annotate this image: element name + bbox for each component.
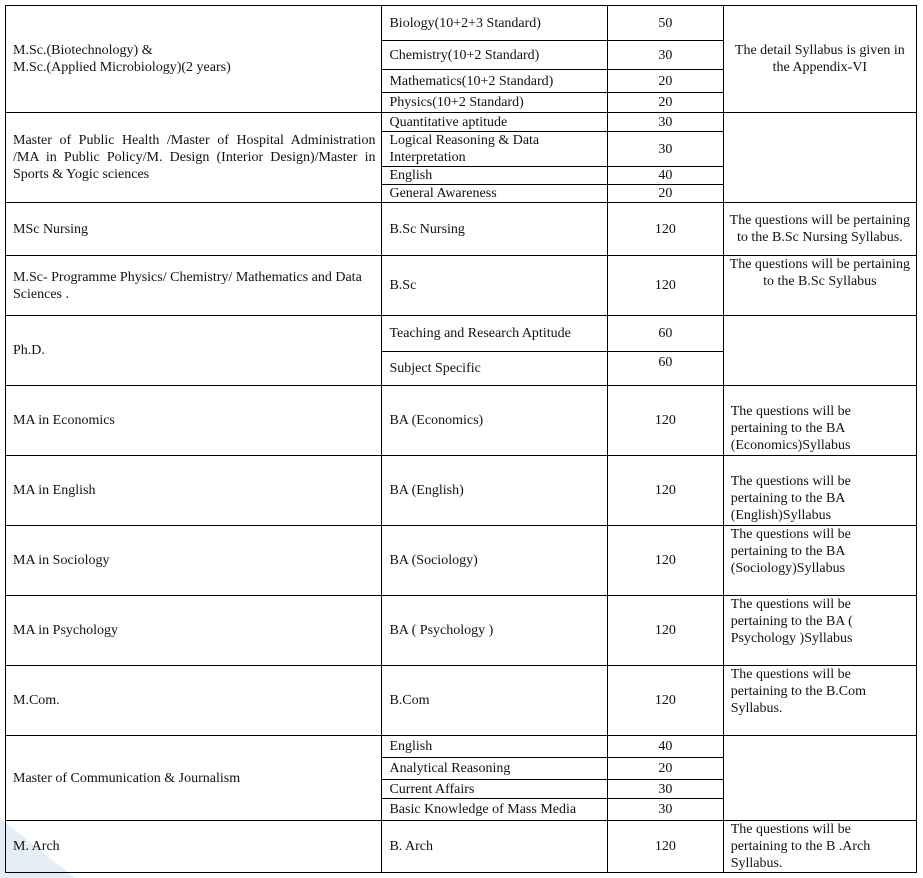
remarks-cell — [723, 736, 916, 821]
table-row — [6, 596, 917, 666]
marks-cell: 120 — [607, 386, 723, 456]
subject-cell: Physics(10+2 Standard) — [382, 93, 607, 113]
marks-cell: 60 — [607, 316, 723, 352]
table-row — [6, 316, 917, 352]
marks-cell: 120 — [607, 456, 723, 526]
subject-cell: Current Affairs — [382, 780, 607, 799]
programme-cell: MA in Psychology — [6, 596, 382, 666]
remarks-cell: The questions will be pertaining to the BA (Sociology)Syllabus — [723, 526, 916, 596]
subject-cell: Quantitative aptitude — [382, 113, 607, 132]
syllabus-table — [5, 5, 917, 873]
marks-cell: 20 — [607, 93, 723, 113]
marks-cell: 30 — [607, 113, 723, 132]
marks-cell: 30 — [607, 780, 723, 799]
remarks-cell: The questions will be pertaining to the B .Arch Syllabus. — [723, 821, 916, 873]
table-row — [6, 6, 917, 41]
table-row — [6, 256, 917, 316]
marks-cell: 120 — [607, 526, 723, 596]
subject-cell: Subject Specific — [382, 352, 607, 386]
table-row — [6, 821, 917, 873]
marks-cell: 30 — [607, 132, 723, 167]
marks-cell: 30 — [607, 799, 723, 821]
programme-cell: M.Sc.(Biotechnology) & M.Sc.(Applied Microbiology)(2 years) — [6, 6, 382, 113]
marks-cell: 120 — [607, 666, 723, 736]
table-row — [6, 526, 917, 596]
subject-cell: BA (English) — [382, 456, 607, 526]
programme-cell: Master of Communication & Journalism — [6, 736, 382, 821]
subject-cell: General Awareness — [382, 185, 607, 203]
programme-cell: M. Arch — [6, 821, 382, 873]
table-row — [6, 113, 917, 132]
marks-cell: 20 — [607, 70, 723, 93]
remarks-cell: The questions will be pertaining to the BA (Economics)Syllabus — [723, 386, 916, 456]
programme-cell: M.Sc- Programme Physics/ Chemistry/ Mathematics and Data Sciences . — [6, 256, 382, 316]
marks-cell: 30 — [607, 41, 723, 70]
subject-cell: Logical Reasoning & Data Interpretation — [382, 132, 607, 167]
subject-cell: B.Sc — [382, 256, 607, 316]
subject-cell: English — [382, 736, 607, 758]
programme-cell: Ph.D. — [6, 316, 382, 386]
subject-cell: B.Com — [382, 666, 607, 736]
marks-cell: 20 — [607, 758, 723, 780]
marks-cell: 120 — [607, 821, 723, 873]
subject-cell: Biology(10+2+3 Standard) — [382, 6, 607, 41]
table-row — [6, 736, 917, 758]
programme-cell: MSc Nursing — [6, 203, 382, 256]
subject-cell: Basic Knowledge of Mass Media — [382, 799, 607, 821]
marks-cell: 20 — [607, 185, 723, 203]
remarks-cell: The questions will be pertaining to the B.Com Syllabus. — [723, 666, 916, 736]
programme-cell: MA in English — [6, 456, 382, 526]
remarks-cell — [723, 113, 916, 203]
subject-cell: B.Sc Nursing — [382, 203, 607, 256]
remarks-cell: The questions will be pertaining to the BA ( Psychology )Syllabus — [723, 596, 916, 666]
remarks-cell: The questions will be pertaining to the BA (English)Syllabus — [723, 456, 916, 526]
subject-cell: English — [382, 167, 607, 185]
programme-cell: MA in Economics — [6, 386, 382, 456]
marks-cell: 120 — [607, 256, 723, 316]
table-row — [6, 386, 917, 456]
subject-cell: Teaching and Research Aptitude — [382, 316, 607, 352]
table-row — [6, 203, 917, 256]
programme-cell: MA in Sociology — [6, 526, 382, 596]
subject-cell: BA (Sociology) — [382, 526, 607, 596]
subject-cell: BA (Economics) — [382, 386, 607, 456]
table-row — [6, 456, 917, 526]
subject-cell: Mathematics(10+2 Standard) — [382, 70, 607, 93]
table-row — [6, 666, 917, 736]
programme-cell: Master of Public Health /Master of Hospital Administration /MA in Public Policy/M. Design (Interior Design)/Master in Sports & Yogic sciences — [6, 113, 382, 203]
marks-cell: 120 — [607, 596, 723, 666]
subject-cell: Analytical Reasoning — [382, 758, 607, 780]
marks-cell: 40 — [607, 167, 723, 185]
programme-cell: M.Com. — [6, 666, 382, 736]
marks-cell: 40 — [607, 736, 723, 758]
marks-cell: 120 — [607, 203, 723, 256]
remarks-cell: The questions will be pertaining to the B.Sc Nursing Syllabus. — [723, 203, 916, 256]
subject-cell: Chemistry(10+2 Standard) — [382, 41, 607, 70]
subject-cell: BA ( Psychology ) — [382, 596, 607, 666]
remarks-cell: The questions will be pertaining to the B.Sc Syllabus — [723, 256, 916, 316]
marks-cell: 60 — [607, 352, 723, 386]
marks-cell: 50 — [607, 6, 723, 41]
remarks-cell: The detail Syllabus is given in the Appendix-VI — [723, 6, 916, 113]
remarks-cell — [723, 316, 916, 386]
subject-cell: B. Arch — [382, 821, 607, 873]
